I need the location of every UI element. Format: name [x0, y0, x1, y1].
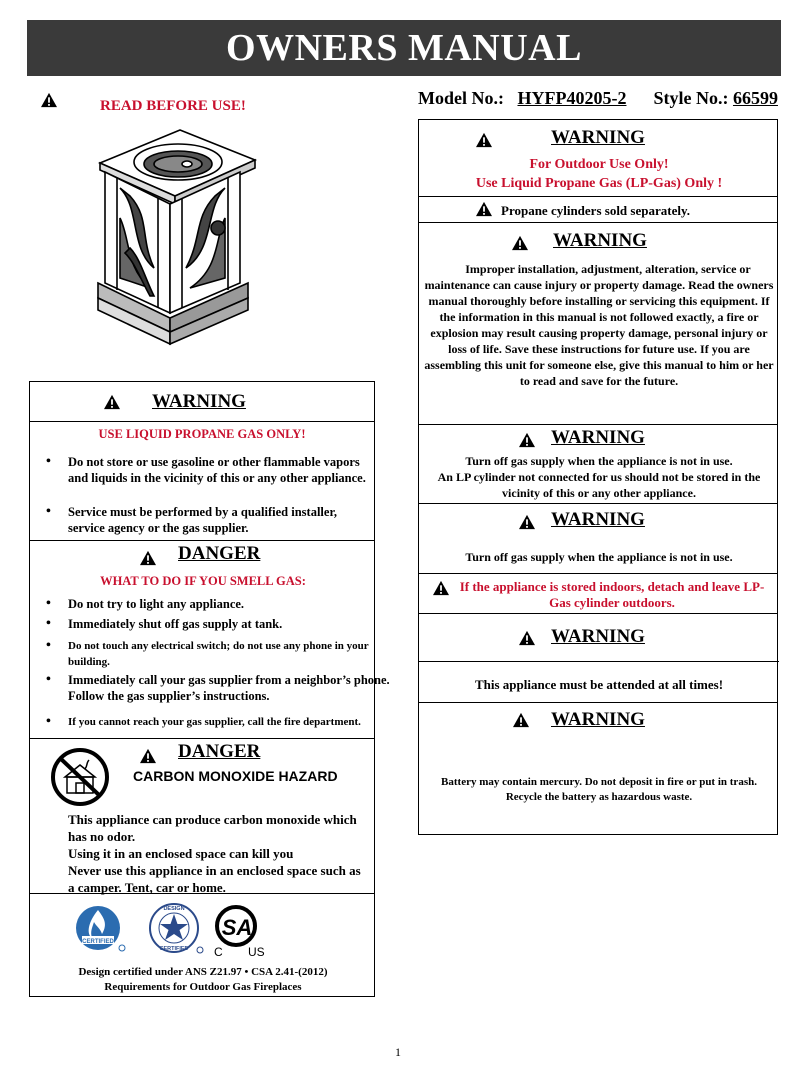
- co-line: Using it in an enclosed space can kill you: [68, 846, 294, 861]
- danger-box-carbon-monoxide: [29, 738, 375, 894]
- list-item: • Do not store or use gasoline or other flammable vapors and liquids in the vicinity of this or any other appliance.: [68, 454, 374, 486]
- co-warning-text: [68, 811, 368, 896]
- cert-text: [30, 965, 376, 995]
- list-item: • Do not touch any electrical switch; do not use any phone in your building.: [68, 638, 398, 670]
- list-item: • Do not try to light any appliance.: [68, 596, 398, 612]
- warning-box-outdoor: [418, 119, 778, 197]
- warning-box-turn-off: [418, 503, 778, 574]
- warning-title: WARNING: [551, 127, 645, 148]
- warning-icon: [518, 432, 536, 448]
- warning-icon: [40, 92, 58, 108]
- co-line: This appliance can produce carbon monoxide which has no odor.: [68, 812, 357, 844]
- outdoor-line: For Outdoor Use Only!: [529, 157, 669, 172]
- csa-blue-flame-logo: [72, 904, 128, 956]
- warning-icon: [512, 712, 530, 728]
- list-item: • If you cannot reach your gas supplier, call the fire department.: [68, 714, 398, 730]
- propane-note: Propane cylinders sold separately.: [501, 203, 690, 218]
- design-text: DESIGN: [163, 906, 185, 912]
- style-label: Style No.:: [653, 88, 729, 108]
- warning-icon: [139, 550, 157, 566]
- page-title: OWNERS MANUAL: [27, 20, 781, 76]
- indoor-storage-box: [418, 573, 778, 614]
- fire-pit-illustration: [90, 118, 260, 350]
- page-number: 1: [395, 1045, 401, 1059]
- csa-us-text: US: [248, 945, 265, 958]
- outdoor-line: Use Liquid Propane Gas (LP-Gas) Only !: [475, 176, 723, 191]
- design-certified-star-logo: [146, 902, 206, 958]
- no-indoor-use-icon: [47, 747, 113, 807]
- model-value: HYFP40205-2: [517, 88, 627, 108]
- read-before-use: READ BEFORE USE!: [100, 98, 246, 114]
- danger-subtitle: CARBON MONOXIDE HAZARD: [133, 768, 338, 784]
- certified-text: CERTIFIED: [82, 939, 114, 945]
- list-item: • Service must be performed by a qualified installer, service agency or the gas supplier.: [68, 504, 374, 536]
- cert-line: Design certified under ANS Z21.97 • CSA 2.41-(2012): [78, 966, 328, 978]
- warning-icon: [518, 630, 536, 646]
- model-line: [418, 88, 778, 109]
- indoor-storage-text: If the appliance is stored indoors, detach and leave LP-Gas cylinder outdoors.: [459, 579, 765, 610]
- csa-cus-logo: [208, 904, 268, 958]
- danger-title: DANGER: [178, 741, 261, 762]
- warning-title: WARNING: [553, 230, 647, 251]
- danger-subtitle: WHAT TO DO IF YOU SMELL GAS:: [100, 574, 306, 588]
- danger-box-smell-gas: [29, 540, 390, 739]
- gas-supply-line: An LP cylinder not connected for us should not be stored in the vicinity of this or any other appliance.: [437, 470, 761, 500]
- certification-box: [29, 893, 375, 997]
- warning-subtitle: USE LIQUID PROPANE GAS ONLY!: [98, 427, 306, 441]
- warning-box-lp-gas: [29, 381, 375, 541]
- installation-text: Improper installation, adjustment, alteration, service or maintenance can cause injury or property damage. Read the owners manual thoroughly before installing or servicing this equipment. If the information in this manual is not followed exactly, a fire or explosion may result causing property damage, personal injury or loss of life. Save these instructions for future use. If you are assembling this unit for someone else, give this manual to him or her to read and save for the future.: [424, 262, 774, 388]
- attended-text: This appliance must be attended at all times!: [474, 677, 724, 692]
- warning-box-installation: [418, 222, 778, 425]
- warning-icon: [475, 201, 493, 217]
- certified-text: CERTIFIED: [159, 946, 189, 952]
- warning-icon: [103, 394, 121, 410]
- cert-line: Requirements for Outdoor Gas Fireplaces: [104, 981, 302, 993]
- battery-text: [419, 775, 779, 805]
- warning-icon: [432, 580, 450, 596]
- warning-icon: [475, 132, 493, 148]
- gas-supply-text: [419, 453, 779, 501]
- csa-letters: SA: [221, 915, 253, 940]
- battery-line: Recycle the battery as hazardous waste.: [505, 791, 693, 803]
- warning-icon: [511, 235, 529, 251]
- warning-title: WARNING: [551, 626, 645, 647]
- outdoor-text: [419, 155, 779, 193]
- model-label: Model No.:: [418, 88, 504, 108]
- warning-title: WARNING: [152, 391, 246, 412]
- danger-title: DANGER: [178, 543, 261, 564]
- warning-box-gas-supply: [418, 424, 778, 504]
- warning-box-attended: [418, 613, 778, 703]
- co-line: Never use this appliance in an enclosed space such as a camper. Tent, car or home.: [68, 863, 361, 895]
- warning-title: WARNING: [551, 427, 645, 448]
- gas-supply-line: Turn off gas supply when the appliance is not in use.: [465, 454, 733, 468]
- warning-title: WARNING: [551, 509, 645, 530]
- propane-note-box: [418, 196, 778, 223]
- warning-box-battery: [418, 702, 778, 835]
- list-item: • Immediately shut off gas supply at tank.: [68, 616, 398, 632]
- warning-title: WARNING: [551, 709, 645, 730]
- csa-c-text: C: [214, 945, 223, 958]
- warning-icon: [139, 748, 157, 764]
- warning-icon: [518, 514, 536, 530]
- battery-line: Battery may contain mercury. Do not deposit in fire or put in trash.: [441, 776, 757, 788]
- style-value: 66599: [732, 88, 778, 108]
- list-item: • Immediately call your gas supplier from a neighbor’s phone. Follow the gas supplier’s instructions.: [68, 672, 398, 704]
- turn-off-text: Turn off gas supply when the appliance is not in use.: [465, 550, 733, 564]
